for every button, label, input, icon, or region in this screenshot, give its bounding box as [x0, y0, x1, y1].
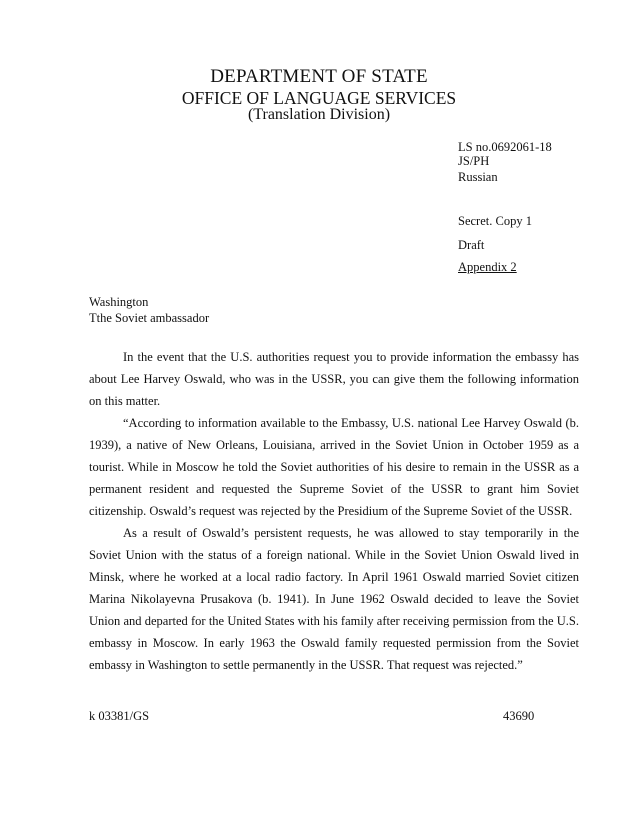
division-title: (Translation Division) [247, 106, 391, 123]
initials: JS/PH [458, 154, 490, 168]
footer-number: 43690 [503, 709, 535, 723]
language: Russian [458, 170, 498, 184]
body-paragraph-2: “According to information available to the Embassy, U.S. national Lee Harvey Oswald (b. 1939), a native of New Orleans, Louisiana, arrived in the Soviet Union in October 1959 as a tourist. While in Moscow he told the Soviet authorities of his desire to remain in the USSR as a permanent resident and requested the Supreme Soviet of the USSR to grant him Soviet citizenship. Oswald’s request was rejected by the Presidium of the Supreme Soviet of the USSR. [89, 416, 579, 518]
footer-reference: k 03381/GS [89, 709, 150, 723]
draft-status: Draft [458, 238, 485, 252]
office-title: OFFICE OF LANGUAGE SERVICES [181, 88, 457, 108]
body-paragraph-3: As a result of Oswald’s persistent requests, he was allowed to stay temporarily in the Soviet Union with the status of a foreign national. While in the Soviet Union Oswald lived in Minsk, where he worked at a local radio factory. In April 1961 Oswald married Soviet citizen Marina Nikolayevna Prusakova (b. 1941). In June 1962 Oswald decided to leave the Soviet Union and departed for the United States with his family after receiving permission from the U.S. embassy in Moscow. In early 1963 the Oswald family requested permission from the Soviet embassy in Washington to settle permanently in the USSR. That request was rejected.” [89, 526, 579, 672]
ls-number: LS no.0692061-18 [458, 140, 552, 154]
address-city: Washington [89, 295, 149, 309]
body-paragraph-1: In the event that the U.S. authorities request you to provide information the embassy has about Lee Harvey Oswald, who was in the USSR, you can give them the following information on this matter. [89, 350, 579, 408]
appendix-label: Appendix 2 [458, 260, 517, 274]
address-recipient: Tthe Soviet ambassador [89, 311, 210, 325]
classification: Secret. Copy 1 [458, 214, 532, 228]
department-title: DEPARTMENT OF STATE [210, 66, 428, 87]
